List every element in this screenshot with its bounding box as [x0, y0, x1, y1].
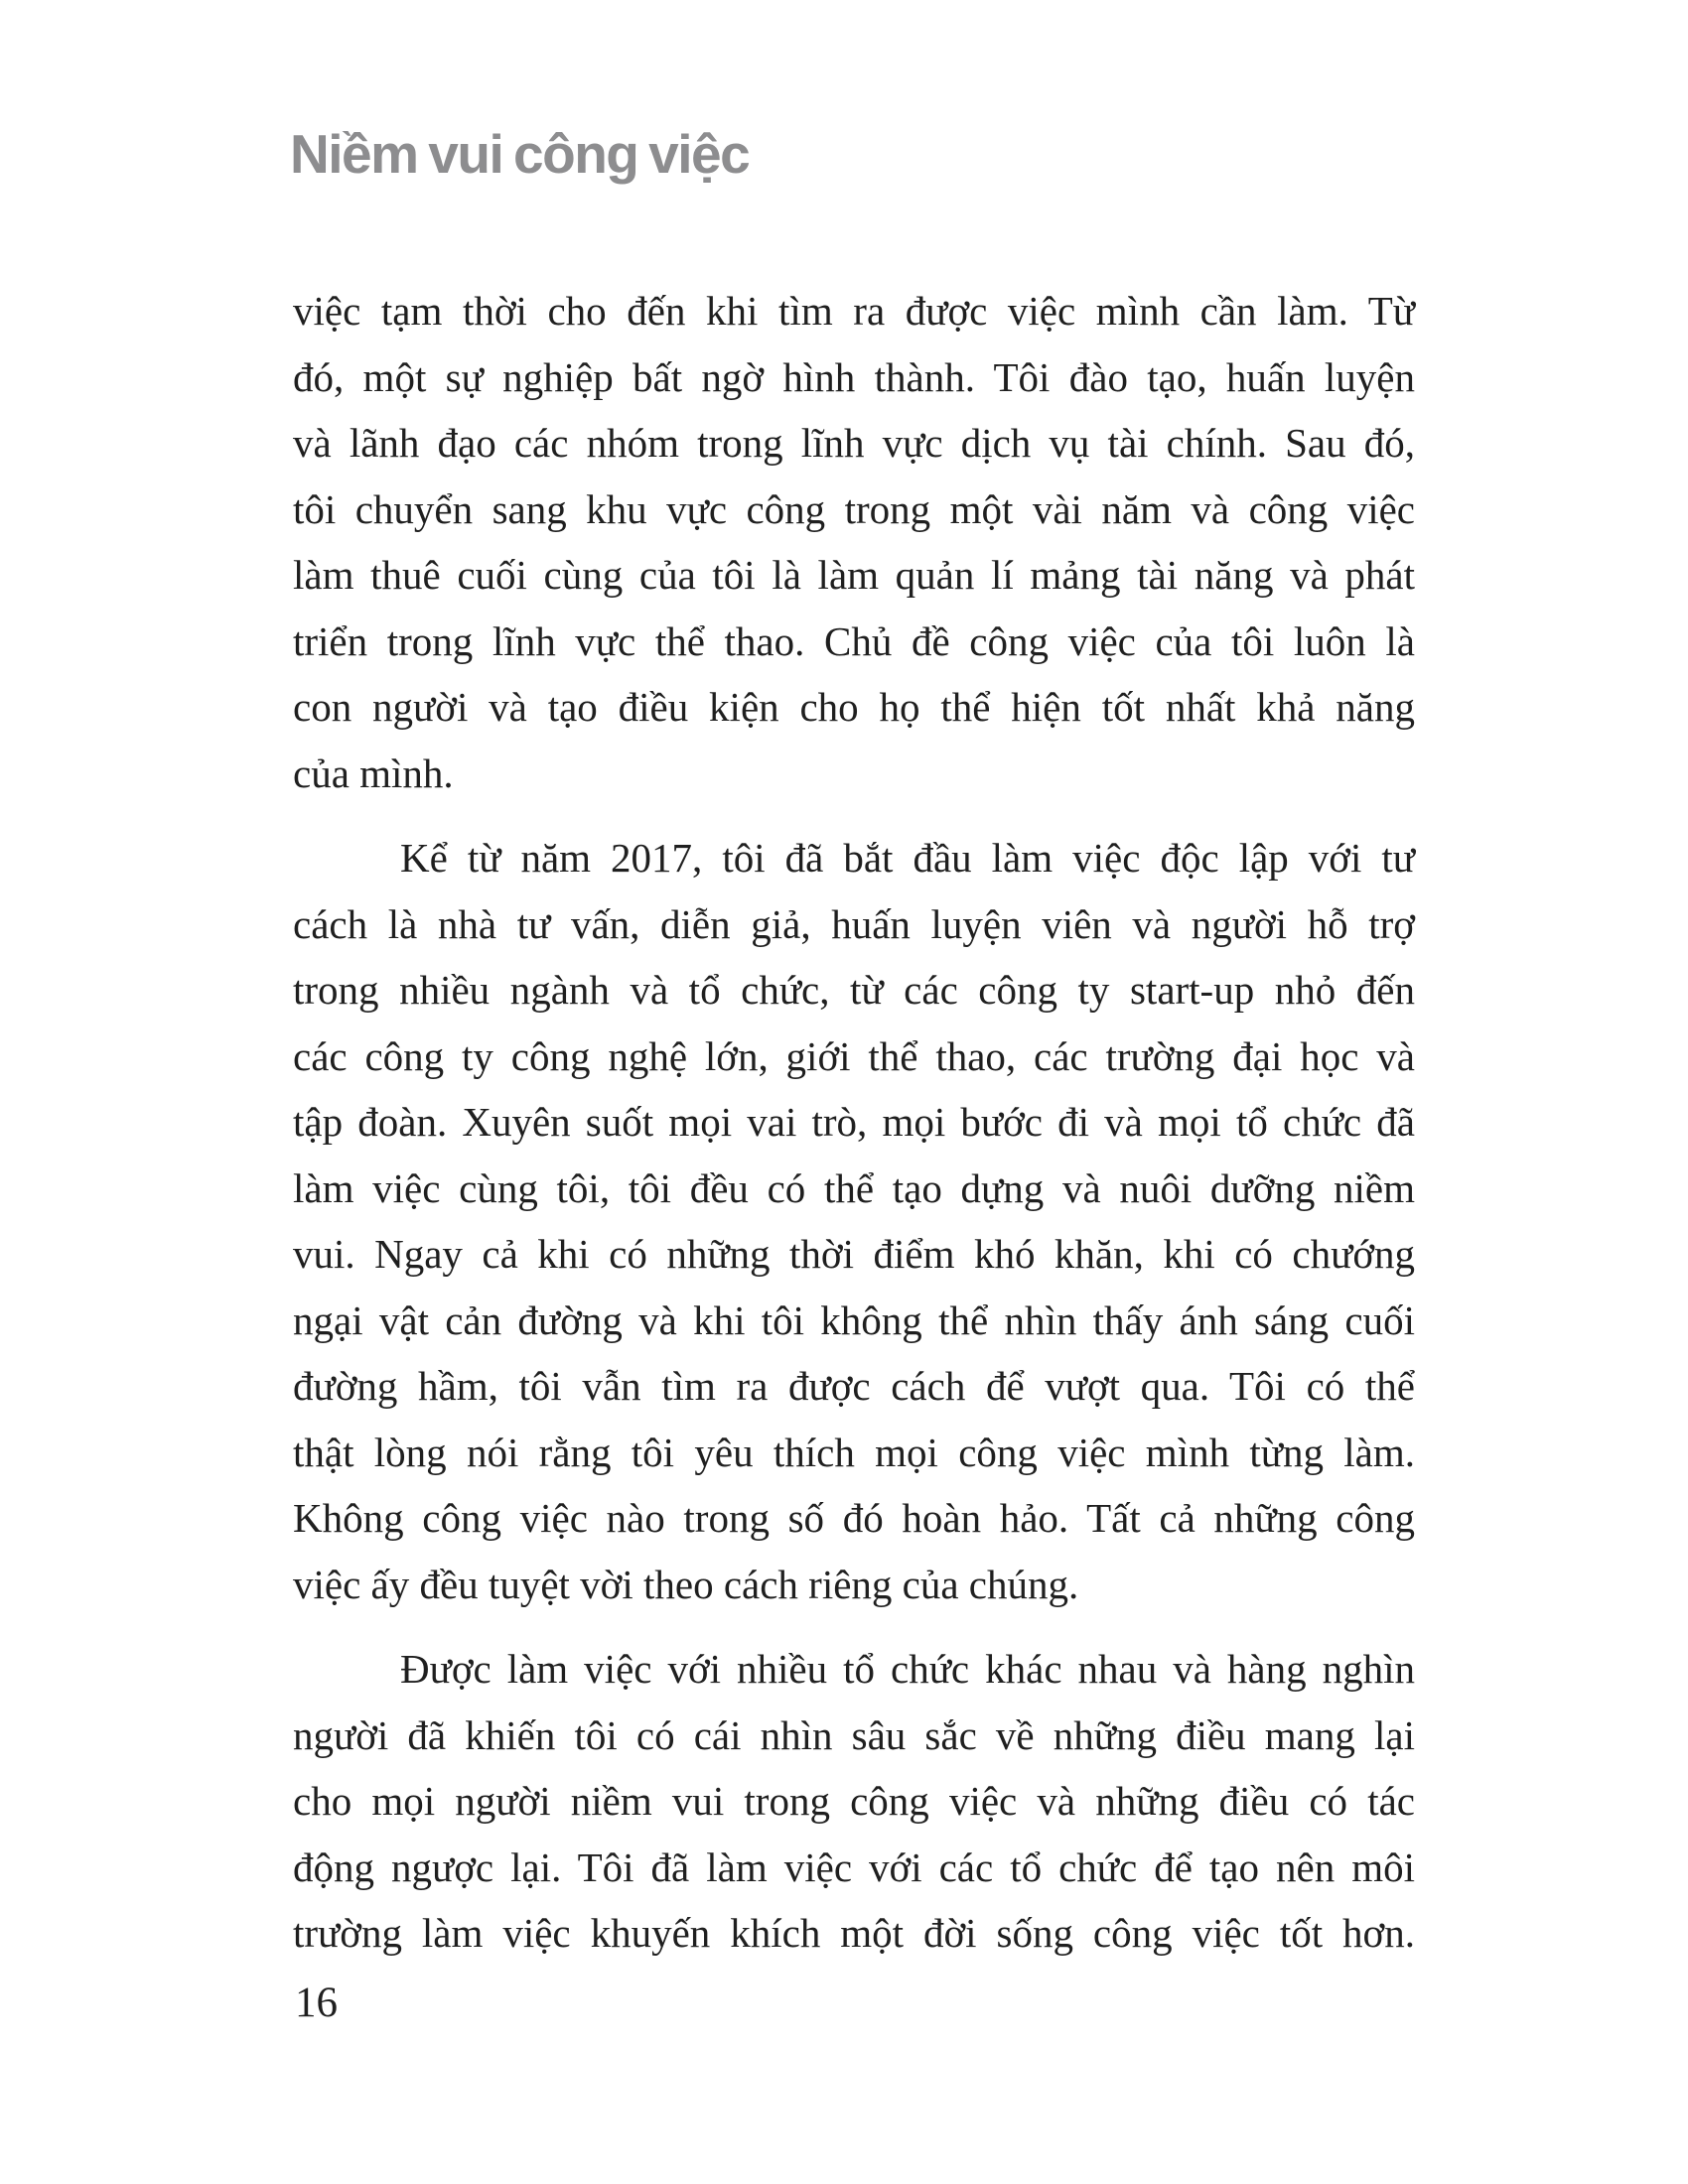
- text-line: trường làm việc khuyến khích một đời sống công việc tốt hơn.: [293, 1910, 1415, 1956]
- text-line: cho mọi người niềm vui trong công việc và những điều có tác: [293, 1778, 1415, 1824]
- text-line: tôi chuyển sang khu vực công trong một vài năm và công việc: [293, 485, 1415, 532]
- text-line: đó, một sự nghiệp bất ngờ hình thành. Tôi đào tạo, huấn luyện: [293, 353, 1415, 400]
- text-line: Kể từ năm 2017, tôi đã bắt đầu làm việc độc lập với tư: [400, 835, 1415, 881]
- paragraph: [293, 1636, 1415, 1967]
- text-line: việc ấy đều tuyệt vời theo cách riêng của chúng.: [293, 1561, 1079, 1607]
- paragraph: [293, 278, 1415, 806]
- text-line: tập đoàn. Xuyên suốt mọi vai trò, mọi bước đi và mọi tổ chức đã: [293, 1099, 1415, 1145]
- text-line: Được làm việc với nhiều tổ chức khác nhau và hàng nghìn: [400, 1646, 1415, 1692]
- text-line: đường hầm, tôi vẫn tìm ra được cách để vượt qua. Tôi có thể: [293, 1363, 1415, 1409]
- paragraph: [293, 825, 1415, 1617]
- text-line: làm việc cùng tôi, tôi đều có thể tạo dựng và nuôi dưỡng niềm: [293, 1164, 1415, 1211]
- page-number: 16: [295, 1979, 338, 2026]
- chapter-header: Niềm vui công việc: [290, 123, 750, 185]
- text-line: người đã khiến tôi có cái nhìn sâu sắc về những điều mang lại: [293, 1711, 1415, 1758]
- text-line: vui. Ngay cả khi có những thời điểm khó khăn, khi có chướng: [293, 1231, 1415, 1277]
- text-line: triển trong lĩnh vực thể thao. Chủ đề công việc của tôi luôn là: [293, 617, 1415, 664]
- text-line: các công ty công nghệ lớn, giới thể thao, các trường đại học và: [293, 1032, 1415, 1079]
- text-line: làm thuê cuối cùng của tôi là làm quản lí mảng tài năng và phát: [293, 552, 1415, 598]
- text-line: động ngược lại. Tôi đã làm việc với các tổ chức để tạo nên môi: [293, 1843, 1415, 1890]
- text-line: việc tạm thời cho đến khi tìm ra được việc mình cần làm. Từ: [293, 288, 1415, 334]
- text-line: Không công việc nào trong số đó hoàn hảo. Tất cả những công: [293, 1495, 1415, 1541]
- text-line: cách là nhà tư vấn, diễn giả, huấn luyện viên và người hỗ trợ: [293, 900, 1415, 947]
- text-line: trong nhiều ngành và tổ chức, từ các công ty start-up nhỏ đến: [293, 967, 1415, 1013]
- text-line: của mình.: [293, 750, 454, 796]
- text-line: thật lòng nói rằng tôi yêu thích mọi công việc mình từng làm.: [293, 1429, 1415, 1475]
- text-line: ngại vật cản đường và khi tôi không thể nhìn thấy ánh sáng cuối: [293, 1297, 1415, 1343]
- text-line: và lãnh đạo các nhóm trong lĩnh vực dịch vụ tài chính. Sau đó,: [293, 420, 1415, 466]
- text-line: con người và tạo điều kiện cho họ thể hiện tốt nhất khả năng: [293, 684, 1415, 730]
- body-text: [293, 278, 1415, 1967]
